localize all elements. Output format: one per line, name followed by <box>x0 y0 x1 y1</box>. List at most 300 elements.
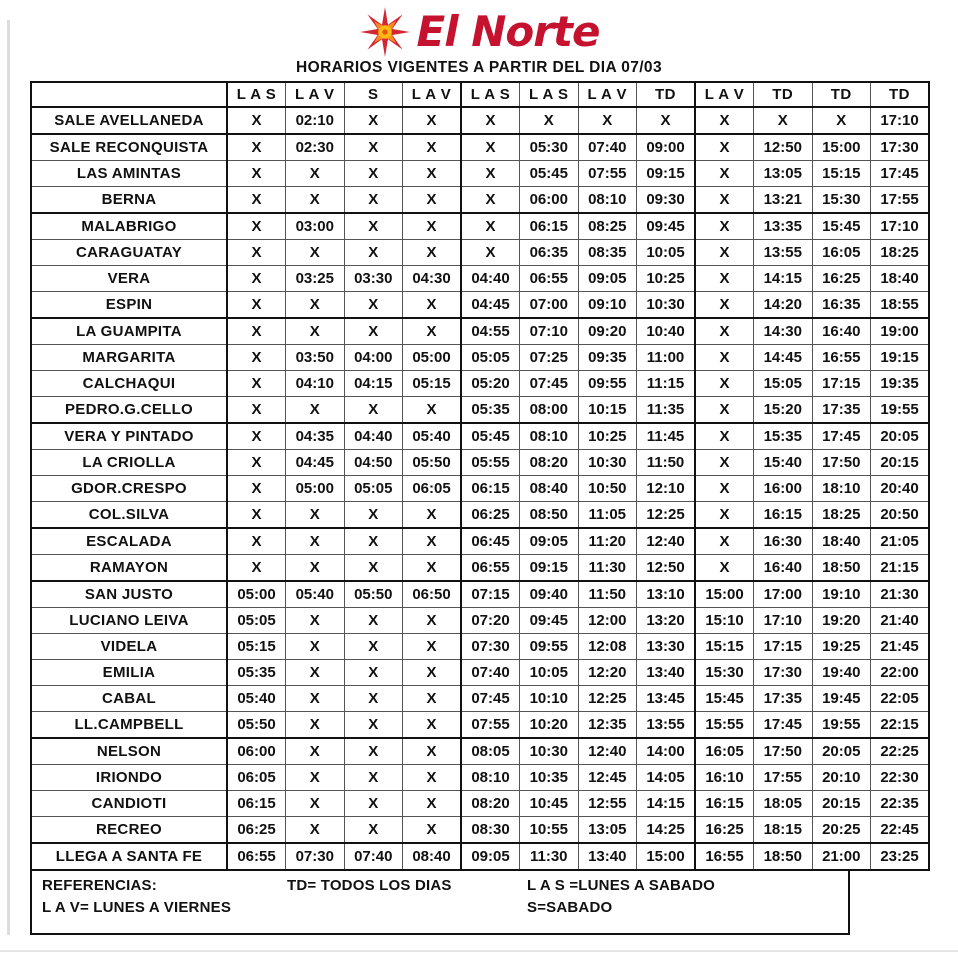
time-cell: X <box>227 476 286 502</box>
time-cell: 03:25 <box>286 266 345 292</box>
time-cell: 06:05 <box>227 765 286 791</box>
time-cell: X <box>344 686 403 712</box>
time-cell: 16:25 <box>695 817 754 844</box>
time-cell: X <box>403 791 462 817</box>
references-heading: REFERENCIAS: <box>42 877 157 894</box>
time-cell: X <box>344 240 403 266</box>
time-cell: 03:30 <box>344 266 403 292</box>
time-cell: 11:00 <box>637 345 696 371</box>
time-cell: 06:50 <box>403 581 462 608</box>
station-name: VERA Y PINTADO <box>31 423 227 450</box>
time-cell: 21:05 <box>871 528 930 555</box>
time-cell: 07:45 <box>520 371 579 397</box>
time-cell: X <box>695 240 754 266</box>
time-cell: 04:00 <box>344 345 403 371</box>
time-cell: X <box>695 266 754 292</box>
time-cell: 19:55 <box>871 397 930 424</box>
time-cell: X <box>403 528 462 555</box>
time-cell: 14:25 <box>637 817 696 844</box>
time-cell: X <box>286 712 345 739</box>
time-cell: 05:05 <box>227 608 286 634</box>
time-cell: X <box>403 660 462 686</box>
time-cell: 19:40 <box>812 660 871 686</box>
station-name: LA CRIOLLA <box>31 450 227 476</box>
time-cell: 14:20 <box>754 292 813 319</box>
time-cell: 15:00 <box>695 581 754 608</box>
time-cell: X <box>227 161 286 187</box>
table-row <box>31 161 929 187</box>
time-cell: 09:05 <box>520 528 579 555</box>
time-cell: 05:00 <box>286 476 345 502</box>
time-cell: X <box>403 686 462 712</box>
time-cell: X <box>695 318 754 345</box>
time-cell: X <box>227 450 286 476</box>
time-cell: 16:55 <box>695 843 754 870</box>
time-cell: X <box>227 107 286 134</box>
table-row <box>31 397 929 424</box>
time-cell: 22:30 <box>871 765 930 791</box>
time-cell: 12:35 <box>578 712 637 739</box>
time-cell: X <box>403 134 462 161</box>
table-row <box>31 528 929 555</box>
time-cell: 16:40 <box>812 318 871 345</box>
time-cell: X <box>695 450 754 476</box>
time-cell: X <box>227 397 286 424</box>
time-cell: X <box>286 634 345 660</box>
time-cell: 15:00 <box>637 843 696 870</box>
time-cell: 19:45 <box>812 686 871 712</box>
time-cell: 10:25 <box>578 423 637 450</box>
time-cell: 05:40 <box>227 686 286 712</box>
station-name: MARGARITA <box>31 345 227 371</box>
time-cell: 13:05 <box>754 161 813 187</box>
time-cell: X <box>344 318 403 345</box>
time-cell: 18:05 <box>754 791 813 817</box>
table-row <box>31 608 929 634</box>
time-cell: 05:50 <box>344 581 403 608</box>
time-cell: X <box>286 528 345 555</box>
table-row <box>31 686 929 712</box>
time-cell: 22:15 <box>871 712 930 739</box>
time-cell: 17:50 <box>812 450 871 476</box>
station-name: BERNA <box>31 187 227 214</box>
station-name: IRIONDO <box>31 765 227 791</box>
time-cell: 18:55 <box>871 292 930 319</box>
sun-star-icon <box>359 6 411 58</box>
time-cell: X <box>403 634 462 660</box>
time-cell: 10:05 <box>520 660 579 686</box>
time-cell: 15:45 <box>812 213 871 240</box>
time-cell: 06:55 <box>227 843 286 870</box>
scan-artifact-bottom <box>0 950 958 952</box>
time-cell: 09:15 <box>520 555 579 582</box>
time-cell: 18:15 <box>754 817 813 844</box>
time-cell: 02:10 <box>286 107 345 134</box>
time-cell: 19:25 <box>812 634 871 660</box>
station-name: EMILIA <box>31 660 227 686</box>
table-row <box>31 765 929 791</box>
time-cell: 18:50 <box>754 843 813 870</box>
time-cell: X <box>286 765 345 791</box>
time-cell: 20:25 <box>812 817 871 844</box>
time-cell: 11:50 <box>578 581 637 608</box>
time-cell: 08:10 <box>578 187 637 214</box>
time-cell: X <box>403 765 462 791</box>
table-row <box>31 634 929 660</box>
time-cell: 09:05 <box>578 266 637 292</box>
time-cell: 17:55 <box>871 187 930 214</box>
time-cell: 16:35 <box>812 292 871 319</box>
time-cell: 15:20 <box>754 397 813 424</box>
time-cell: 14:30 <box>754 318 813 345</box>
time-cell: 21:30 <box>871 581 930 608</box>
reference-td: TD= TODOS LOS DIAS <box>287 877 452 894</box>
time-cell: 07:55 <box>461 712 520 739</box>
time-cell: 08:40 <box>403 843 462 870</box>
time-cell: 08:50 <box>520 502 579 529</box>
time-cell: X <box>286 292 345 319</box>
time-cell: 08:25 <box>578 213 637 240</box>
time-cell: 13:55 <box>754 240 813 266</box>
time-cell: X <box>227 371 286 397</box>
time-cell: 17:30 <box>754 660 813 686</box>
time-cell: 12:08 <box>578 634 637 660</box>
time-cell: 17:45 <box>812 423 871 450</box>
day-column-header: TD <box>871 82 930 107</box>
table-row <box>31 318 929 345</box>
time-cell: 22:05 <box>871 686 930 712</box>
time-cell: 21:15 <box>871 555 930 582</box>
time-cell: 10:05 <box>637 240 696 266</box>
time-cell: 13:40 <box>578 843 637 870</box>
time-cell: 06:35 <box>520 240 579 266</box>
time-cell: 16:25 <box>812 266 871 292</box>
table-row <box>31 134 929 161</box>
time-cell: 11:35 <box>637 397 696 424</box>
time-cell: X <box>695 213 754 240</box>
day-column-header: L A V <box>695 82 754 107</box>
table-row <box>31 423 929 450</box>
time-cell: 16:05 <box>695 738 754 765</box>
time-cell: X <box>461 107 520 134</box>
time-cell: 06:45 <box>461 528 520 555</box>
time-cell: X <box>227 187 286 214</box>
time-cell: 10:45 <box>520 791 579 817</box>
time-cell: 04:40 <box>461 266 520 292</box>
time-cell: 09:45 <box>637 213 696 240</box>
time-cell: 16:30 <box>754 528 813 555</box>
station-name: VERA <box>31 266 227 292</box>
time-cell: 21:00 <box>812 843 871 870</box>
time-cell: 08:20 <box>520 450 579 476</box>
time-cell: 14:00 <box>637 738 696 765</box>
time-cell: X <box>403 608 462 634</box>
time-cell: 09:00 <box>637 134 696 161</box>
time-cell: X <box>344 107 403 134</box>
time-cell: 16:05 <box>812 240 871 266</box>
time-cell: X <box>286 660 345 686</box>
time-cell: 19:00 <box>871 318 930 345</box>
time-cell: 14:45 <box>754 345 813 371</box>
time-cell: 13:10 <box>637 581 696 608</box>
time-cell: 07:55 <box>578 161 637 187</box>
time-cell: 17:15 <box>754 634 813 660</box>
time-cell: 04:55 <box>461 318 520 345</box>
time-cell: X <box>344 634 403 660</box>
time-cell: X <box>403 292 462 319</box>
time-cell: 10:15 <box>578 397 637 424</box>
time-cell: X <box>227 213 286 240</box>
time-cell: 17:45 <box>754 712 813 739</box>
table-row <box>31 292 929 319</box>
time-cell: 10:30 <box>578 450 637 476</box>
time-cell: 17:10 <box>754 608 813 634</box>
time-cell: 17:30 <box>871 134 930 161</box>
time-cell: 13:30 <box>637 634 696 660</box>
station-name: SALE RECONQUISTA <box>31 134 227 161</box>
time-cell: 08:20 <box>461 791 520 817</box>
time-cell: 11:20 <box>578 528 637 555</box>
time-cell: X <box>344 134 403 161</box>
time-cell: X <box>461 187 520 214</box>
time-cell: 13:45 <box>637 686 696 712</box>
time-cell: 04:45 <box>286 450 345 476</box>
time-cell: 17:15 <box>812 371 871 397</box>
time-cell: 17:45 <box>871 161 930 187</box>
time-cell: 08:00 <box>520 397 579 424</box>
time-cell: 10:10 <box>520 686 579 712</box>
time-cell: 12:50 <box>754 134 813 161</box>
reference-lav: L A V= LUNES A VIERNES <box>42 899 232 916</box>
time-cell: 16:55 <box>812 345 871 371</box>
time-cell: 20:15 <box>812 791 871 817</box>
time-cell: 04:40 <box>344 423 403 450</box>
time-cell: 15:55 <box>695 712 754 739</box>
time-cell: 23:25 <box>871 843 930 870</box>
timetable <box>30 81 930 871</box>
time-cell: 20:15 <box>871 450 930 476</box>
time-cell: X <box>286 791 345 817</box>
time-cell: 13:55 <box>637 712 696 739</box>
time-cell: 09:40 <box>520 581 579 608</box>
station-name: VIDELA <box>31 634 227 660</box>
time-cell: 12:25 <box>578 686 637 712</box>
time-cell: X <box>286 555 345 582</box>
time-cell: 18:40 <box>812 528 871 555</box>
time-cell: X <box>403 712 462 739</box>
time-cell: 20:10 <box>812 765 871 791</box>
table-row <box>31 791 929 817</box>
time-cell: 08:10 <box>461 765 520 791</box>
station-name: SAN JUSTO <box>31 581 227 608</box>
time-cell: 05:15 <box>403 371 462 397</box>
time-cell: X <box>227 555 286 582</box>
time-cell: 10:40 <box>637 318 696 345</box>
table-row <box>31 187 929 214</box>
time-cell: X <box>695 134 754 161</box>
time-cell: 19:35 <box>871 371 930 397</box>
time-cell: 09:05 <box>461 843 520 870</box>
time-cell: X <box>344 817 403 844</box>
table-row <box>31 476 929 502</box>
reference-spacer <box>287 899 527 921</box>
time-cell: 13:20 <box>637 608 696 634</box>
time-cell: 07:40 <box>578 134 637 161</box>
time-cell: X <box>403 318 462 345</box>
time-cell: X <box>344 213 403 240</box>
time-cell: 22:45 <box>871 817 930 844</box>
time-cell: X <box>695 371 754 397</box>
time-cell: 05:35 <box>227 660 286 686</box>
time-cell: X <box>286 397 345 424</box>
brand-name: El Norte <box>416 7 600 56</box>
station-name: LA GUAMPITA <box>31 318 227 345</box>
time-cell: X <box>344 187 403 214</box>
station-name: LL.CAMPBELL <box>31 712 227 739</box>
time-cell: 15:05 <box>754 371 813 397</box>
time-cell: 04:35 <box>286 423 345 450</box>
time-cell: X <box>286 161 345 187</box>
time-cell: 15:35 <box>754 423 813 450</box>
time-cell: X <box>286 608 345 634</box>
time-cell: 20:05 <box>871 423 930 450</box>
time-cell: X <box>461 240 520 266</box>
time-cell: 22:35 <box>871 791 930 817</box>
time-cell: 09:20 <box>578 318 637 345</box>
time-cell: 08:30 <box>461 817 520 844</box>
station-name: CABAL <box>31 686 227 712</box>
time-cell: 17:35 <box>812 397 871 424</box>
time-cell: 05:30 <box>520 134 579 161</box>
time-cell: 05:15 <box>227 634 286 660</box>
station-name: CALCHAQUI <box>31 371 227 397</box>
time-cell: X <box>695 345 754 371</box>
time-cell: 10:25 <box>637 266 696 292</box>
time-cell: X <box>344 765 403 791</box>
time-cell: X <box>227 528 286 555</box>
time-cell: X <box>403 738 462 765</box>
table-row <box>31 371 929 397</box>
time-cell: 03:00 <box>286 213 345 240</box>
table-row <box>31 502 929 529</box>
time-cell: 11:15 <box>637 371 696 397</box>
time-cell: 07:40 <box>461 660 520 686</box>
time-cell: 17:50 <box>754 738 813 765</box>
station-name: CANDIOTI <box>31 791 227 817</box>
time-cell: 09:35 <box>578 345 637 371</box>
time-cell: 15:15 <box>695 634 754 660</box>
time-cell: 14:05 <box>637 765 696 791</box>
time-cell: 07:00 <box>520 292 579 319</box>
time-cell: X <box>695 161 754 187</box>
time-cell: 06:05 <box>403 476 462 502</box>
table-row <box>31 581 929 608</box>
time-cell: 06:00 <box>227 738 286 765</box>
time-cell: X <box>812 107 871 134</box>
logo <box>0 0 958 58</box>
time-cell: X <box>695 502 754 529</box>
time-cell: X <box>637 107 696 134</box>
time-cell: 13:35 <box>754 213 813 240</box>
time-cell: 04:50 <box>344 450 403 476</box>
time-cell: 08:40 <box>520 476 579 502</box>
time-cell: 18:10 <box>812 476 871 502</box>
time-cell: 17:35 <box>754 686 813 712</box>
time-cell: X <box>344 292 403 319</box>
time-cell: 09:30 <box>637 187 696 214</box>
time-cell: 19:55 <box>812 712 871 739</box>
day-column-header: TD <box>812 82 871 107</box>
time-cell: 10:55 <box>520 817 579 844</box>
time-cell: 06:55 <box>461 555 520 582</box>
time-cell: 12:55 <box>578 791 637 817</box>
station-name: LLEGA A SANTA FE <box>31 843 227 870</box>
station-name: ESCALADA <box>31 528 227 555</box>
time-cell: 08:05 <box>461 738 520 765</box>
time-cell: 13:40 <box>637 660 696 686</box>
time-cell: 14:15 <box>754 266 813 292</box>
table-row <box>31 555 929 582</box>
time-cell: 19:20 <box>812 608 871 634</box>
time-cell: 11:30 <box>520 843 579 870</box>
time-cell: X <box>403 240 462 266</box>
time-cell: 16:00 <box>754 476 813 502</box>
time-cell: 06:55 <box>520 266 579 292</box>
time-cell: 09:55 <box>578 371 637 397</box>
time-cell: 05:55 <box>461 450 520 476</box>
station-name: NELSON <box>31 738 227 765</box>
time-cell: 04:10 <box>286 371 345 397</box>
table-row <box>31 213 929 240</box>
time-cell: 10:20 <box>520 712 579 739</box>
station-name: CARAGUATAY <box>31 240 227 266</box>
day-column-header: S <box>344 82 403 107</box>
time-cell: X <box>695 528 754 555</box>
time-cell: 16:40 <box>754 555 813 582</box>
day-column-header: L A V <box>403 82 462 107</box>
time-cell: X <box>286 686 345 712</box>
time-cell: 11:50 <box>637 450 696 476</box>
time-cell: X <box>344 397 403 424</box>
time-cell: X <box>695 423 754 450</box>
time-cell: 22:00 <box>871 660 930 686</box>
time-cell: 11:05 <box>578 502 637 529</box>
time-cell: X <box>344 738 403 765</box>
day-column-header: L A S <box>227 82 286 107</box>
station-name: SALE AVELLANEDA <box>31 107 227 134</box>
time-cell: X <box>520 107 579 134</box>
time-cell: X <box>403 555 462 582</box>
time-cell: 12:25 <box>637 502 696 529</box>
time-cell: 16:10 <box>695 765 754 791</box>
time-cell: 12:50 <box>637 555 696 582</box>
time-cell: X <box>344 608 403 634</box>
time-cell: 04:30 <box>403 266 462 292</box>
time-cell: 15:45 <box>695 686 754 712</box>
time-cell: X <box>344 528 403 555</box>
time-cell: 21:40 <box>871 608 930 634</box>
time-cell: 05:50 <box>227 712 286 739</box>
time-cell: X <box>695 187 754 214</box>
station-column-header <box>31 82 227 107</box>
time-cell: X <box>227 134 286 161</box>
time-cell: 03:50 <box>286 345 345 371</box>
table-row <box>31 107 929 134</box>
time-cell: 12:20 <box>578 660 637 686</box>
time-cell: X <box>695 292 754 319</box>
time-cell: 05:45 <box>461 423 520 450</box>
time-cell: X <box>695 555 754 582</box>
